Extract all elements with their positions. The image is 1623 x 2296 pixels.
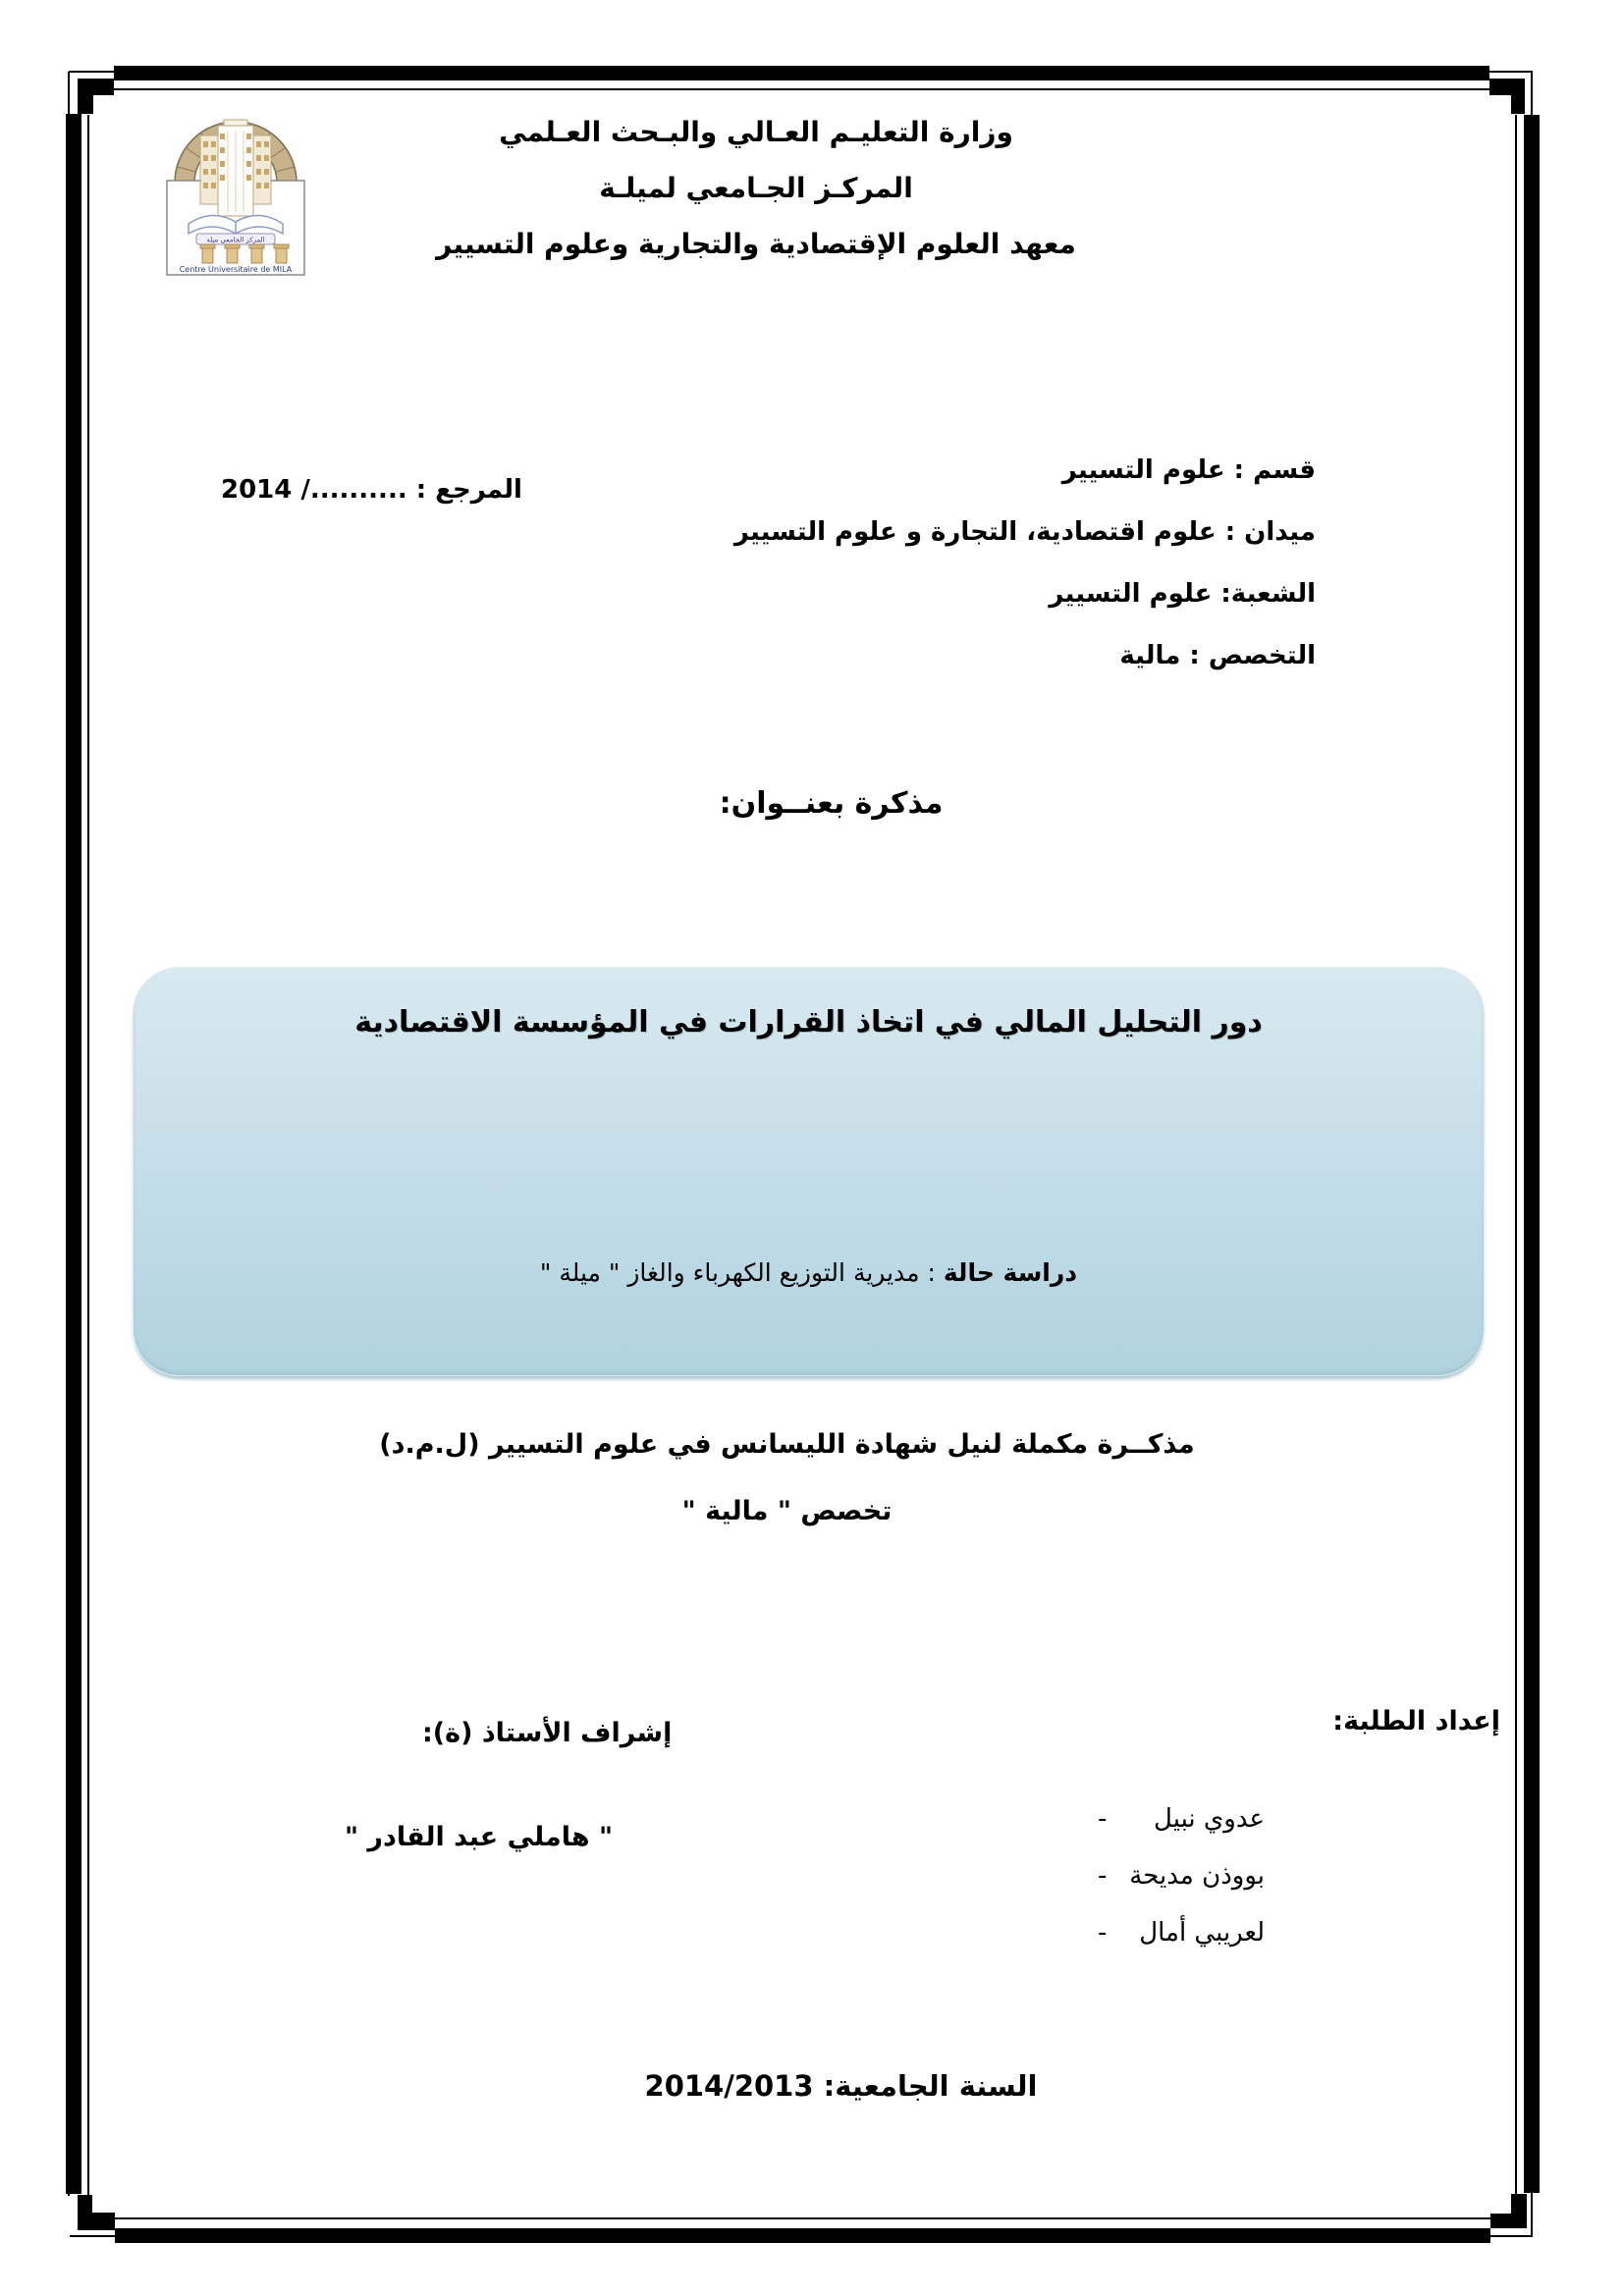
thesis-title-box <box>133 967 1485 1376</box>
institute-line: معهد العلوم الإقتصادية والتجارية وعلوم التسيير <box>436 228 1076 260</box>
memo-label: مذكرة بعنــوان: <box>719 786 944 821</box>
student-list <box>1098 1804 1265 1975</box>
logo-banner-text: المركز الجامعي ميلة <box>206 236 265 244</box>
student-item <box>1098 1804 1265 1861</box>
academic-year: السنة الجامعية: 2014/2013 <box>644 2069 1038 2103</box>
degree-line: مذكــرة مكملة لنيل شهادة الليسانس في علوم التسيير (ل.م.د) <box>379 1429 1195 1460</box>
specialty-line: التخصص : مالية <box>1119 641 1316 670</box>
case-study-label: دراسة حالة <box>943 1258 1078 1287</box>
students-heading: إعداد الطلبة: <box>1332 1706 1500 1736</box>
list-dash: - <box>1098 1861 1108 1891</box>
student-name: بووذن مديحة <box>1129 1861 1265 1891</box>
department-line: قسم : علوم التسيير <box>1061 455 1316 485</box>
branch-line: الشعبة: علوم التسيير <box>1049 579 1316 609</box>
thesis-title: دور التحليل المالي في اتخاذ القرارات في المؤسسة الاقتصادية <box>354 1005 1263 1040</box>
degree-specialty-line: تخصص " مالية " <box>681 1496 893 1526</box>
supervisor-name: " هاملي عبد القادر " <box>344 1822 614 1852</box>
student-name: عدوي نبيل <box>1154 1804 1265 1834</box>
case-study-line <box>134 1258 1484 1287</box>
student-item <box>1098 1918 1265 1975</box>
reference-line: المرجع : ........../ 2014 <box>221 475 522 505</box>
details-block <box>734 440 1316 687</box>
student-item <box>1098 1861 1265 1918</box>
degree-block <box>0 1412 1574 1545</box>
supervisor-heading: إشراف الأستاذ (ة): <box>422 1718 673 1748</box>
student-name: لعريبي أمال <box>1139 1918 1265 1948</box>
page-header <box>245 104 1267 272</box>
field-line: ميدان : علوم اقتصادية، التجارة و علوم التسيير <box>733 517 1316 547</box>
list-dash: - <box>1098 1804 1108 1834</box>
university-center-line: المركـز الجـامعي لميلـة <box>599 172 913 204</box>
case-study-text: : مديرية التوزيع الكهرباء والغاز " ميلة " <box>539 1258 944 1287</box>
list-dash: - <box>1098 1918 1108 1948</box>
ministry-line: وزارة التعليـم العـالي والبـحث العـلمي <box>499 116 1013 148</box>
logo-caption: Centre Universitaire de MILA <box>179 265 293 274</box>
